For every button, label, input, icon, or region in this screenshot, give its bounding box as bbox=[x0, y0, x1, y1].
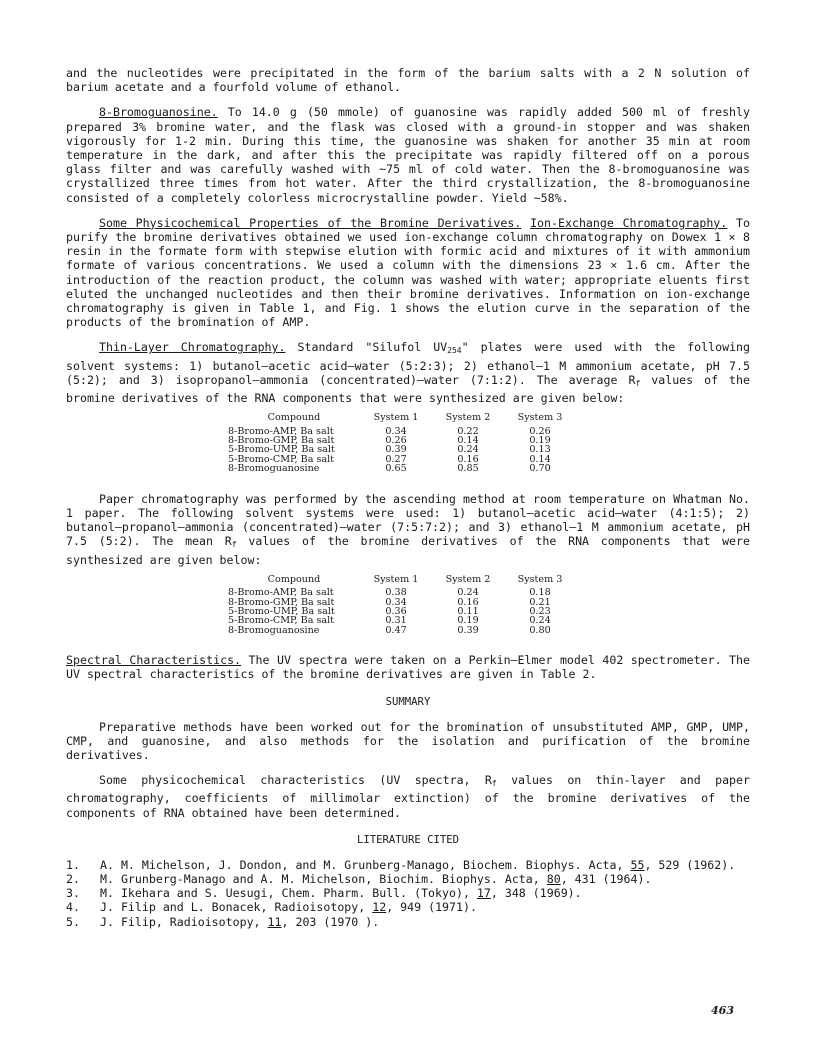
table-cell: 0.24 bbox=[457, 444, 479, 456]
tlc-heading: Thin-Layer Chromatography. bbox=[99, 340, 286, 355]
ion-exchange-heading: Ion-Exchange Chromatography. bbox=[530, 215, 728, 230]
physchem-heading: Some Physicochemical Properties of the Bromine Derivatives. bbox=[99, 215, 522, 230]
spectral-paragraph: Spectral Characteristics. The UV spectra were taken on a Perkin—Elmer model 402 spectrometer. The UV spectral characteristics of the bromine derivatives are given in Table 2. bbox=[66, 653, 750, 682]
table-cell: 0.16 bbox=[457, 453, 479, 465]
table-cell: 8-Bromo-GMP, Ba salt bbox=[228, 596, 335, 608]
reference-item: 5. J. Filip, Radioisotopy, 11, 203 (1970 ). bbox=[66, 914, 380, 929]
tlc-paragraph: Thin-Layer Chromatography. Standard "Silufol $UV_{254}$" plates were used with the following solvent systems: 1) butanol—acetic acid—water (5:2:3); 2) ethanol—1 M ammonium acetate, pH 7.5 (5:2); and 3) isopropanol—ammonia (concentrated)—water (7:1:2). The average $R_f$ values of the bromine derivatives of the RNA components that were synthesized are given below: bbox=[66, 340, 751, 406]
table-cell: 0.13 bbox=[529, 444, 551, 456]
table-cell: 0.22 bbox=[457, 425, 479, 437]
table-cell: 8-Bromoguanosine bbox=[228, 624, 320, 636]
summary-paragraph-1: Preparative methods have been worked out for the bromination of unsubstituted AMP, GMP, UMP, CMP, and guanosine, and also methods for the isolation and purification of the bromine derivatives. bbox=[66, 719, 750, 762]
table-row bbox=[228, 464, 576, 473]
table-cell: 0.19 bbox=[457, 615, 479, 627]
physchem-text: To purify the bromine derivatives obtained we used ion-exchange column chromatography on Dowex 1 × 8 resin in the formate form with stepwise elution with formic acid and mixtures of it with ammonium formate of various concentrations. We used a column with the dimensions 23 × 1.6 cm. After the introduction of the reaction product, the column was washed with water; appropriate eluents first eluted the unchanged nucleotides and then their bromine derivatives. Information on ion-exchange chromatography is given in Table 1, and Fig. 1 shows the elution curve in the separation of the products of the bromination of AMP. bbox=[66, 215, 750, 330]
table-cell: 8-Bromo-AMP, Ba salt bbox=[228, 425, 334, 437]
bromoguanosine-text: To 14.0 g (50 mmole) of guanosine was rapidly added 500 ml of freshly prepared 3% bromine water, and the flask was closed with a ground-in stopper and was shaken vigorously for 1-2 min. During this time, the guanosine was shaken for another 35 min at room temperature in the dark, and after this the precipitate was rapidly filtered off on a porous glass filter and was carefully washed with ~75 ml of cold water. Then the 8-bromoguanosine was crystallized three times from hot water. After the third crystallization, the 8-bromoguanosine consisted of a completely colorless microcrystalline powder. Yield ~58%. bbox=[66, 105, 750, 205]
table-cell: 5-Bromo-UMP, Ba salt bbox=[228, 444, 335, 456]
summary-paragraph-2: Some physicochemical characteristics (UV spectra, $R_f$ values on thin-layer and paper chromatography, coefficients of millimolar extinction) of the bromine derivatives of the components of RNA obtained have been determined. bbox=[66, 773, 750, 820]
table-cell: 0.24 bbox=[457, 587, 479, 599]
table-cell: 0.14 bbox=[457, 435, 479, 447]
table-cell: 0.26 bbox=[385, 435, 407, 447]
reference-item: 1. A. M. Michelson, J. Dondon, and M. Grunberg-Manago, Biochem. Biophys. Acta, 55, 529 (1962). bbox=[66, 857, 736, 872]
column-header: System 3 bbox=[517, 573, 563, 585]
reference-item: 4. J. Filip and L. Bonacek, Radioisotopy, 12, 949 (1971). bbox=[66, 900, 477, 915]
table-cell: 0.16 bbox=[457, 596, 479, 608]
table-cell: 0.21 bbox=[529, 596, 551, 608]
spectral-heading: Spectral Characteristics. bbox=[66, 653, 242, 668]
table-cell: 8-Bromoguanosine bbox=[228, 463, 320, 475]
table-cell: 8-Bromo-GMP, Ba salt bbox=[228, 435, 335, 447]
reference-item: 2. M. Grunberg-Manago and A. M. Michelson, Biochim. Biophys. Acta, 80, 431 (1964). bbox=[66, 871, 652, 886]
intro-paragraph: and the nucleotides were precipitated in the form of the barium salts with a 2 N solution of barium acetate and a fourfold volume of ethanol. bbox=[66, 66, 750, 95]
table-cell: 8-Bromo-AMP, Ba salt bbox=[228, 587, 334, 599]
column-header: System 1 bbox=[373, 573, 419, 585]
table-cell: 0.36 bbox=[385, 605, 407, 617]
table-cell: 0.14 bbox=[529, 453, 551, 465]
table-header-row bbox=[228, 413, 576, 426]
column-header: System 2 bbox=[445, 412, 491, 424]
table-cell: 0.31 bbox=[385, 615, 407, 627]
table-cell: 0.26 bbox=[529, 425, 551, 437]
page-body bbox=[66, 66, 750, 929]
table-cell: 0.39 bbox=[385, 444, 407, 456]
table-cell: 5-Bromo-CMP, Ba salt bbox=[228, 615, 335, 627]
bromoguanosine-heading: 8-Bromoguanosine. bbox=[99, 105, 218, 120]
paper-rf-table bbox=[228, 575, 576, 635]
summary-title: SUMMARY bbox=[385, 695, 431, 708]
table-cell: 0.18 bbox=[529, 587, 551, 599]
tlc-rf-table bbox=[228, 413, 576, 473]
literature-title: LITERATURE CITED bbox=[356, 833, 460, 846]
table-cell: 0.47 bbox=[385, 624, 407, 636]
table-row bbox=[228, 626, 576, 635]
bromoguanosine-paragraph bbox=[66, 105, 750, 204]
table-cell: 0.19 bbox=[529, 435, 551, 447]
table-cell: 5-Bromo-UMP, Ba salt bbox=[228, 605, 335, 617]
table-cell: 0.24 bbox=[529, 615, 551, 627]
column-header: System 3 bbox=[517, 412, 563, 424]
table-cell: 0.34 bbox=[385, 596, 407, 608]
table-cell: 0.27 bbox=[385, 453, 407, 465]
table-cell: 0.70 bbox=[529, 463, 551, 475]
column-header: Compound bbox=[267, 573, 321, 585]
table-cell: 0.80 bbox=[529, 624, 551, 636]
table-cell: 0.11 bbox=[457, 605, 479, 617]
table-cell: 0.85 bbox=[457, 463, 479, 475]
paper-chromatography-paragraph: Paper chromatography was performed by the ascending method at room temperature on Whatman No. 1 paper. The following solvent systems were used: 1) butanol—acetic acid—water (4:1:5); 2) butanol—propanol—ammonia (concentrated)—water (7:5:7:2); and 3) ethanol—1 M ammonium acetate, pH 7.5 (5:2). The mean $R_f$ values of the bromine derivatives of the RNA components that were synthesized are given below: bbox=[66, 491, 750, 567]
table-cell: 5-Bromo-CMP, Ba salt bbox=[228, 453, 335, 465]
table-cell: 0.38 bbox=[385, 587, 407, 599]
table-header-row bbox=[228, 575, 576, 588]
table-cell: 0.23 bbox=[529, 605, 551, 617]
column-header: System 1 bbox=[373, 412, 419, 424]
reference-list bbox=[66, 858, 750, 929]
table-cell: 0.34 bbox=[385, 425, 407, 437]
table-cell: 0.65 bbox=[385, 463, 407, 475]
page-number: 463 bbox=[711, 1004, 734, 1017]
column-header: System 2 bbox=[445, 573, 491, 585]
table-cell: 0.39 bbox=[457, 624, 479, 636]
physchem-paragraph bbox=[66, 216, 750, 330]
column-header: Compound bbox=[267, 412, 321, 424]
reference-item: 3. M. Ikehara and S. Uesugi, Chem. Pharm. Bull. (Tokyo), 17, 348 (1969). bbox=[66, 886, 582, 901]
